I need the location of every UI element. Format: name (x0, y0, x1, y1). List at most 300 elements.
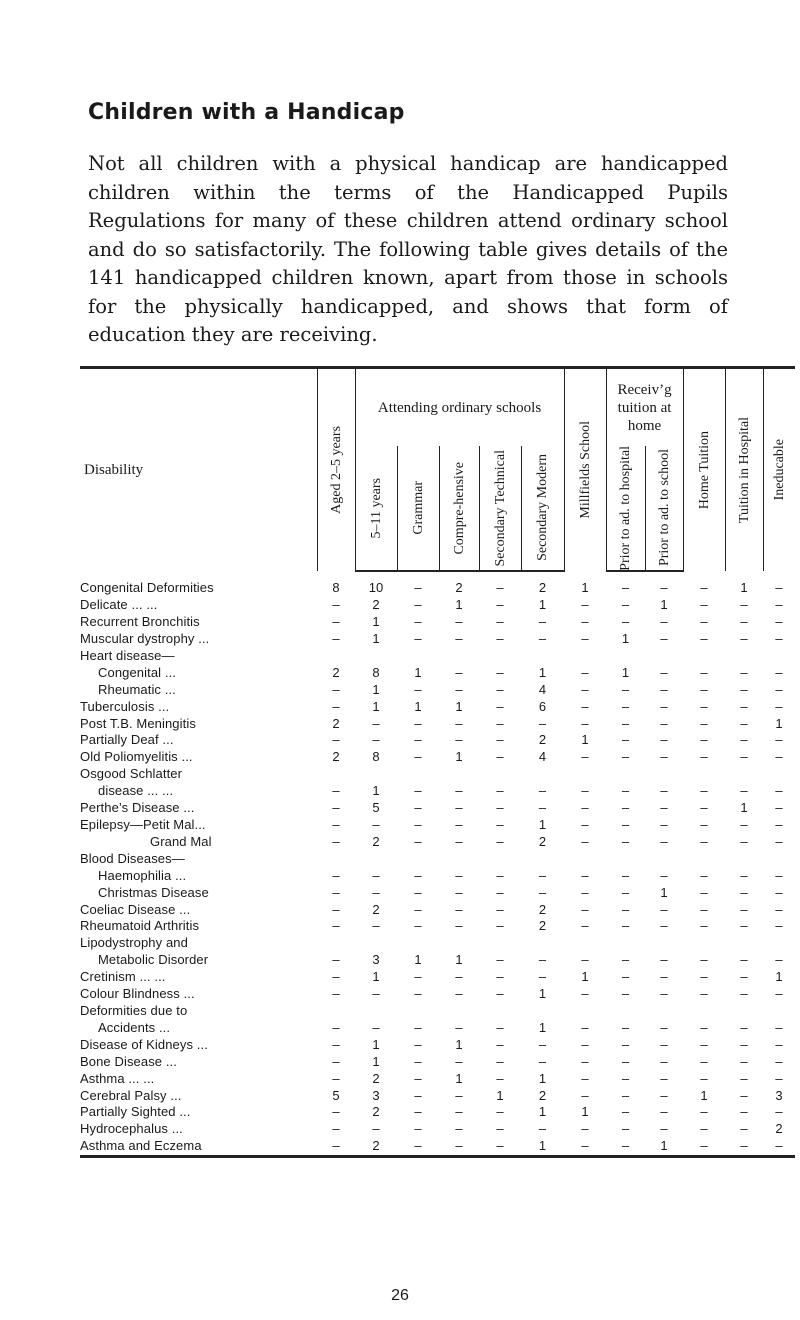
table-cell: – (332, 1053, 340, 1069)
table-cell (439, 1003, 479, 1020)
disability-header: Disability (84, 461, 144, 478)
table-row (80, 1121, 795, 1138)
table-cell: – (700, 579, 708, 595)
table-cell: 1 (660, 884, 668, 900)
table-cell: 1 (521, 1138, 564, 1156)
table-cell: – (455, 969, 463, 985)
table-cell: – (775, 579, 783, 595)
table-cell: – (496, 952, 504, 968)
table-cell (479, 935, 521, 952)
table-cell: – (455, 715, 463, 731)
table-cell: – (414, 580, 422, 596)
disability-label: Rheumatic ... (98, 681, 176, 697)
table-cell: – (455, 1121, 463, 1137)
table-cell: 5 (372, 800, 380, 816)
table-cell: – (332, 597, 340, 613)
table-row (80, 783, 795, 800)
disability-label: Perthe’s Disease ... (80, 800, 195, 816)
table-cell: – (621, 1053, 630, 1069)
table-cell: – (581, 986, 589, 1002)
table-cell (397, 851, 439, 868)
table-cell: – (700, 715, 708, 731)
table-cell: 1 (455, 749, 463, 765)
table-cell: – (496, 918, 504, 934)
table-cell: – (775, 631, 783, 647)
table-cell: – (621, 969, 630, 985)
table-row (80, 699, 795, 716)
table-cell: 2 (355, 1138, 397, 1156)
table-cell: – (455, 631, 463, 647)
table-cell: 1 (775, 969, 783, 985)
disability-label: Christmas Disease (98, 884, 209, 900)
table-cell (317, 766, 355, 783)
table-cell: – (775, 783, 783, 799)
table-row (80, 817, 795, 834)
table-cell: – (700, 631, 708, 647)
table-cell: – (700, 614, 708, 630)
table-cell: 3 (372, 1087, 380, 1103)
table-cell: – (740, 597, 748, 613)
table-cell: – (606, 1138, 645, 1156)
table-cell: – (414, 732, 422, 748)
table-cell: – (538, 1036, 547, 1052)
disability-label: disease ... ... (98, 783, 174, 799)
table-cell: 2 (332, 715, 340, 731)
table-cell: 4 (538, 681, 547, 697)
table-cell: – (740, 867, 748, 883)
table-cell (479, 648, 521, 665)
table-cell (521, 851, 564, 868)
table-cell: – (496, 732, 504, 748)
table-row (80, 986, 795, 1003)
table-cell: – (775, 1036, 783, 1052)
table-cell: – (414, 783, 422, 799)
col-header-ineducable: Ineducable (771, 439, 787, 501)
table-cell: – (621, 952, 630, 968)
disability-label: Osgood Schlatter (80, 766, 183, 782)
table-cell: – (496, 749, 504, 765)
table-cell: – (621, 1121, 630, 1137)
disability-label: Accidents ... (98, 1019, 171, 1035)
table-cell (763, 935, 795, 952)
disability-label: Deformities due to (80, 1002, 188, 1018)
disability-label: Colour Blindness ... (80, 986, 195, 1002)
table-cell: 1 (538, 986, 547, 1002)
table-cell: – (660, 1036, 668, 1052)
table-cell: 2 (538, 833, 547, 849)
table-cell: – (332, 1121, 340, 1137)
table-row (80, 716, 795, 733)
table-cell: – (581, 817, 589, 833)
table-cell: – (581, 631, 589, 647)
table-cell: – (700, 783, 708, 799)
disability-label: Rheumatoid Arthritis (80, 918, 200, 934)
table-cell: – (414, 800, 422, 816)
disability-label: Cerebral Palsy ... (80, 1087, 182, 1103)
table-cell: – (740, 952, 748, 968)
col-header-prior-school: Prior to ad. to school (656, 449, 672, 567)
table-cell: – (700, 901, 708, 917)
table-cell: – (332, 1036, 340, 1052)
table-cell: – (775, 1070, 783, 1086)
table-cell: – (496, 969, 504, 985)
table-row (80, 868, 795, 885)
table-cell (521, 935, 564, 952)
table-cell (763, 851, 795, 868)
table-cell (439, 851, 479, 868)
table-cell: – (740, 817, 748, 833)
table-cell: – (775, 749, 783, 765)
table-cell: – (455, 901, 463, 917)
table-cell: 1 (372, 969, 380, 985)
table-cell: – (621, 614, 630, 630)
table-cell: – (621, 732, 630, 748)
table-cell: 8 (372, 664, 380, 680)
table-row (80, 1003, 795, 1020)
table-cell: – (740, 1104, 748, 1120)
table-cell: – (332, 783, 340, 799)
table-cell: – (581, 867, 589, 883)
table-cell (564, 766, 606, 783)
table-cell: – (660, 969, 668, 985)
table-cell: – (538, 614, 547, 630)
table-row (80, 749, 795, 766)
table-cell: – (455, 1104, 463, 1120)
table-cell (439, 935, 479, 952)
table-cell: – (414, 969, 422, 985)
disability-label: Grand Mal (150, 833, 212, 849)
table-cell: – (538, 884, 547, 900)
table-cell: 5 (332, 1087, 340, 1103)
table-cell: – (581, 1121, 589, 1137)
table-cell: – (683, 1138, 725, 1156)
table-cell: – (439, 1138, 479, 1156)
table-cell: – (660, 1087, 668, 1103)
table-cell (725, 935, 763, 952)
table-cell (355, 851, 397, 868)
table-row (80, 885, 795, 902)
table-cell (564, 851, 606, 868)
table-cell: 2 (372, 901, 380, 917)
table-cell: – (414, 867, 422, 883)
table-cell: 2 (538, 1087, 547, 1103)
table-cell: – (621, 1036, 630, 1052)
table-cell: 2 (332, 749, 340, 765)
table-row (80, 969, 795, 986)
table-cell: 1 (538, 1070, 547, 1086)
table-cell: – (621, 580, 630, 596)
table-cell: – (740, 986, 748, 1002)
group-header-ordinary: Attending ordinary schools (355, 368, 564, 446)
table-cell: – (317, 1138, 355, 1156)
table-cell (317, 851, 355, 868)
table-row (80, 918, 795, 935)
table-cell: – (740, 969, 748, 985)
disability-label: Epilepsy—Petit Mal... (80, 817, 206, 833)
table-cell: 1 (455, 1070, 463, 1086)
table-cell: – (496, 597, 504, 613)
table-cell: – (455, 664, 463, 680)
table-cell: – (332, 817, 340, 833)
table-cell: – (621, 867, 630, 883)
table-cell: – (700, 749, 708, 765)
table-cell: – (332, 901, 340, 917)
table-cell: – (332, 698, 340, 714)
table-cell: – (414, 1070, 422, 1086)
table-cell (521, 648, 564, 665)
table-cell: – (414, 817, 422, 833)
table-cell: – (538, 631, 547, 647)
table-cell: – (414, 1104, 422, 1120)
table-row (80, 665, 795, 682)
table-cell: – (332, 884, 340, 900)
table-cell: – (496, 664, 504, 680)
table-cell: 1 (660, 597, 668, 613)
table-cell: – (581, 664, 589, 680)
table-cell: 1 (775, 715, 783, 731)
table-row (80, 952, 795, 969)
table-cell: – (621, 597, 630, 613)
table-cell: – (700, 1070, 708, 1086)
table-row (80, 1037, 795, 1054)
table-cell (564, 935, 606, 952)
table-cell: – (700, 1019, 708, 1035)
table-cell (683, 851, 725, 868)
table-cell: – (414, 918, 422, 934)
table-cell: – (496, 580, 504, 596)
table-cell: – (455, 918, 463, 934)
group-header-home-tuition: Receiv’g tuition at home (606, 368, 683, 446)
intro-paragraph: Not all children with a physical handicap are handicapped children within the terms of the Handicapped Pupils Regulations for many of these children attend ordinary school and do so satisfactorily. The following table gives details of the 141 handicapped children known, apart from those in schools for the physically handicapped, and shows that form of education they are receiving. (88, 152, 728, 346)
table-cell: – (700, 1121, 708, 1137)
table-cell: – (660, 1121, 668, 1137)
table-cell (521, 766, 564, 783)
table-cell: 1 (581, 579, 589, 595)
table-cell (683, 766, 725, 783)
table-cell: – (455, 867, 463, 883)
table-cell (397, 648, 439, 665)
table-cell (683, 1003, 725, 1020)
table-cell: – (496, 614, 504, 630)
table-cell (397, 766, 439, 783)
table-cell: – (581, 901, 589, 917)
table-cell: – (621, 698, 630, 714)
table-cell: – (581, 715, 589, 731)
table-cell (397, 1003, 439, 1020)
table-cell: – (700, 800, 708, 816)
disability-label: Metabolic Disorder (98, 952, 209, 968)
table-cell: – (581, 1019, 589, 1035)
table-cell: 4 (538, 749, 547, 765)
table-cell: – (372, 1019, 380, 1035)
table-cell: – (660, 817, 668, 833)
table-cell (439, 648, 479, 665)
table-cell: 8 (372, 749, 380, 765)
table-cell: – (775, 817, 783, 833)
disability-label: Haemophilia ... (98, 867, 187, 883)
table-cell: – (700, 986, 708, 1002)
table-cell: – (700, 1053, 708, 1069)
table-cell: 1 (538, 817, 547, 833)
table-cell: – (455, 884, 463, 900)
table-cell: – (414, 1019, 422, 1035)
table-cell: – (700, 884, 708, 900)
disability-label: Congenital ... (98, 664, 177, 680)
table-cell: – (372, 1121, 380, 1137)
table-cell (606, 935, 645, 952)
disability-label: Heart disease— (80, 647, 175, 663)
table-cell (763, 648, 795, 665)
table-cell: – (332, 631, 340, 647)
table-cell (645, 766, 683, 783)
disability-label: Lipodystrophy and (80, 935, 188, 951)
table-cell: – (372, 732, 380, 748)
table-row (80, 1088, 795, 1105)
table-cell: – (496, 833, 504, 849)
table-row (80, 631, 795, 648)
table-cell (521, 1003, 564, 1020)
table-cell: – (740, 1121, 748, 1137)
table-cell: – (775, 986, 783, 1002)
table-cell (355, 766, 397, 783)
table-cell: – (621, 749, 630, 765)
page-title: Children with a Handicap (88, 100, 405, 125)
table-cell: – (581, 833, 589, 849)
table-cell (606, 1003, 645, 1020)
table-cell: 1 (372, 1036, 380, 1052)
table-cell: – (455, 1087, 463, 1103)
table-cell: 1 (414, 698, 422, 714)
table-cell: 1 (455, 952, 463, 968)
disability-label: Congenital Deformities (80, 579, 214, 595)
table-cell: – (455, 1019, 463, 1035)
table-cell: 1 (372, 783, 380, 799)
table-cell: 1 (455, 1036, 463, 1052)
disability-label: Coeliac Disease ... (80, 901, 191, 917)
table-cell: – (740, 1087, 748, 1103)
table-cell: – (621, 884, 630, 900)
table-cell: – (775, 884, 783, 900)
table-cell: 2 (372, 1104, 380, 1120)
col-header-secondary-modern: Secondary Modern (535, 454, 551, 562)
page-number: 26 (391, 1287, 409, 1304)
table-cell: – (621, 1087, 630, 1103)
table-cell: – (740, 783, 748, 799)
table-cell: – (740, 884, 748, 900)
table-cell: – (496, 867, 504, 883)
table-cell (479, 851, 521, 868)
table-cell: – (740, 614, 748, 630)
col-header-prior-hospital: Prior to ad. to hospital (618, 445, 634, 571)
table-cell: 1 (455, 698, 463, 714)
table-cell: – (740, 1036, 748, 1052)
table-cell: – (621, 1070, 630, 1086)
table-cell: – (660, 952, 668, 968)
table-cell: 6 (538, 698, 547, 714)
table-cell: – (414, 749, 422, 765)
table-cell: – (660, 1053, 668, 1069)
disability-label: Recurrent Bronchitis (80, 614, 200, 630)
table-cell: 1 (455, 597, 463, 613)
table-cell: – (372, 986, 380, 1002)
table-cell: 10 (368, 580, 384, 596)
table-cell: – (581, 918, 589, 934)
table-cell: – (455, 800, 463, 816)
table-cell: – (660, 833, 668, 849)
table-cell: – (496, 817, 504, 833)
table-cell: – (740, 681, 748, 697)
table-cell: – (496, 681, 504, 697)
table-cell: – (332, 1019, 340, 1035)
table-cell: – (775, 664, 783, 680)
table-row (80, 1138, 795, 1156)
table-cell: – (775, 867, 783, 883)
table-cell: – (621, 715, 630, 731)
table-cell: – (538, 969, 547, 985)
table-cell: 1 (581, 1104, 589, 1120)
table-cell (439, 766, 479, 783)
disability-label: Asthma and Eczema (80, 1138, 317, 1156)
table-cell (355, 935, 397, 952)
table-cell: – (740, 918, 748, 934)
table-cell: 1 (372, 681, 380, 697)
table-cell: 2 (538, 918, 547, 934)
table-cell: – (660, 749, 668, 765)
table-cell: – (740, 664, 748, 680)
disability-label: Blood Diseases— (80, 850, 185, 866)
table-cell: – (496, 1053, 504, 1069)
col-header-comprehensive: Compre-hensive (451, 461, 467, 555)
table-cell: – (660, 614, 668, 630)
handicap-table (80, 366, 795, 1158)
table-cell: – (740, 901, 748, 917)
table-cell: – (538, 867, 547, 883)
table-cell: – (332, 732, 340, 748)
table-cell: – (621, 918, 630, 934)
table-cell: – (414, 901, 422, 917)
table-cell: – (538, 1121, 547, 1137)
table-cell: 2 (538, 580, 547, 596)
table-cell: – (581, 884, 589, 900)
table-cell: – (700, 664, 708, 680)
table-cell: – (372, 918, 380, 934)
disability-label: Partially Sighted ... (80, 1104, 191, 1120)
table-cell: – (763, 1138, 795, 1156)
table-cell: – (660, 681, 668, 697)
table-cell: – (621, 1104, 630, 1120)
table-cell: – (660, 732, 668, 748)
table-cell: 1 (700, 1087, 708, 1103)
table-cell: 3 (372, 952, 380, 968)
table-row (80, 614, 795, 631)
table-cell: – (700, 867, 708, 883)
table-cell (317, 648, 355, 665)
table-cell: – (700, 597, 708, 613)
table-cell: 1 (538, 1104, 547, 1120)
table-cell: – (332, 833, 340, 849)
table-row (80, 682, 795, 699)
col-header-secondary-technical: Secondary Technical (492, 449, 508, 567)
disability-label: Delicate ... ... (80, 597, 158, 613)
table-cell: 2 (372, 833, 380, 849)
table-cell: – (775, 833, 783, 849)
table-cell: – (496, 631, 504, 647)
table-cell: – (455, 833, 463, 849)
table-cell: – (621, 986, 630, 1002)
table-cell: 1 (581, 732, 589, 748)
disability-label: Tuberculosis ... (80, 698, 170, 714)
table-cell: – (581, 1087, 589, 1103)
